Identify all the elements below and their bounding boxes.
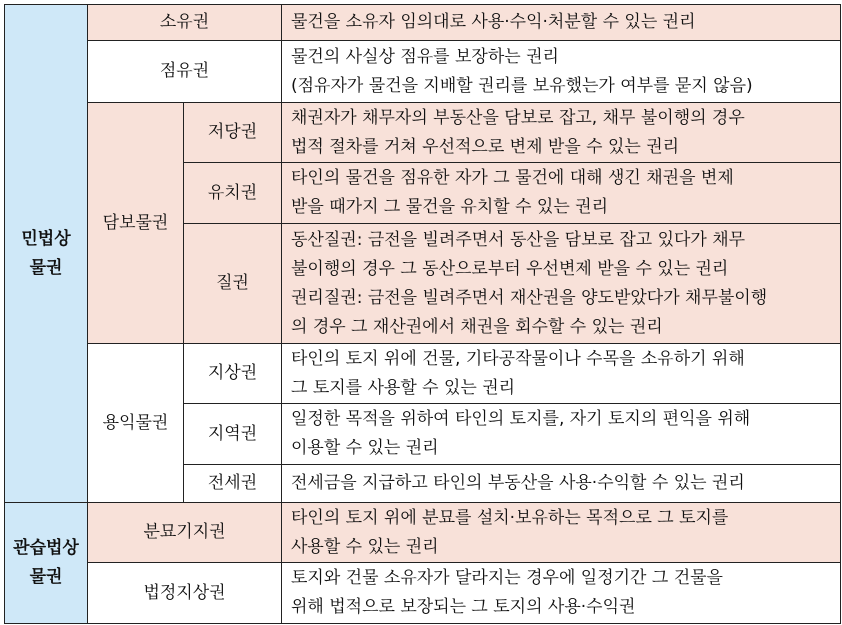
description-line: 불이행의 경우 그 동산으로부터 우선변제 받을 수 있는 권리 xyxy=(291,258,729,279)
description-line: 물건을 소유자 임의대로 사용·수익·처분할 수 있는 권리 xyxy=(291,12,696,32)
right-name: 소유권 xyxy=(88,5,282,41)
right-description xyxy=(282,103,841,163)
right-description xyxy=(282,163,841,224)
table-row xyxy=(5,41,841,103)
table-row xyxy=(5,5,841,41)
right-name: 지상권 xyxy=(184,344,282,404)
right-name: 분묘기지권 xyxy=(88,503,282,563)
description-line: 타인의 물건을 점유한 자가 그 물건에 대해 생긴 채권을 변제 xyxy=(291,168,734,188)
right-name: 지역권 xyxy=(184,404,282,465)
table-row xyxy=(5,344,841,404)
description-line: 법적 절차를 거쳐 우선적으로 변제 받을 수 있는 권리 xyxy=(291,136,680,157)
description-line: 그 토지를 사용할 수 있는 권리 xyxy=(291,377,516,398)
right-description xyxy=(282,41,841,103)
description-line: 물건의 사실상 점유를 보장하는 권리 xyxy=(291,46,559,67)
right-description xyxy=(282,503,841,563)
right-name: 법정지상권 xyxy=(88,563,282,624)
right-description xyxy=(282,224,841,344)
table-row xyxy=(5,563,841,624)
right-name: 점유권 xyxy=(88,41,282,103)
description-line: 채권자가 채무자의 부동산을 담보로 잡고, 채무 불이행의 경우 xyxy=(291,107,745,128)
description-line: 타인의 토지 위에 분묘를 설치·보유하는 목적으로 그 토지를 xyxy=(291,507,729,528)
right-name: 저당권 xyxy=(184,103,282,163)
category-label: 민법상 xyxy=(21,228,71,249)
description-line: 의 경우 그 재산권에서 채권을 회수할 수 있는 권리 xyxy=(291,316,663,337)
description-line: 이용할 수 있는 권리 xyxy=(291,438,439,458)
description-line: (점유자가 물건을 지배할 권리를 보유했는가 여부를 묻지 않음) xyxy=(291,75,753,96)
right-description xyxy=(282,344,841,404)
category-customary-law xyxy=(5,503,88,624)
right-description xyxy=(282,465,841,503)
right-description xyxy=(282,404,841,465)
description-line: 권리질권: 금전을 빌려주면서 재산권을 양도받았다가 채무불이행 xyxy=(291,287,768,308)
description-line: 타인의 토지 위에 건물, 기타공작물이나 수목을 소유하기 위해 xyxy=(291,348,745,369)
table-row xyxy=(5,503,841,563)
table-row xyxy=(5,103,841,163)
group-security: 담보물권 xyxy=(88,103,184,344)
group-usufruct: 용익물권 xyxy=(88,344,184,503)
description-line: 일정한 목적을 위하여 타인의 토지를, 자기 토지의 편익을 위해 xyxy=(291,409,751,429)
description-line: 받을 때가지 그 물건을 유치할 수 있는 권리 xyxy=(291,197,609,217)
description-line: 사용할 수 있는 권리 xyxy=(291,536,439,557)
description-line: 위해 법적으로 보장되는 그 토지의 사용·수익권 xyxy=(291,597,636,617)
right-name: 질권 xyxy=(184,224,282,344)
category-label: 물권 xyxy=(29,257,63,278)
description-line: 토지와 건물 소유자가 달라지는 경우에 일정기간 그 건물을 xyxy=(291,568,723,588)
description-line: 동산질권: 금전을 빌려주면서 동산을 담보로 잡고 있다가 채무 xyxy=(291,229,746,250)
right-description xyxy=(282,5,841,41)
category-label: 물권 xyxy=(29,567,63,587)
right-name: 전세권 xyxy=(184,465,282,503)
right-name: 유치권 xyxy=(184,163,282,224)
category-label: 관습법상 xyxy=(13,538,79,558)
property-rights-table xyxy=(4,4,841,624)
description-line: 전세금을 지급하고 타인의 부동산을 사용·수익할 수 있는 권리 xyxy=(291,473,745,493)
category-civil-law xyxy=(5,5,88,503)
right-description xyxy=(282,563,841,624)
